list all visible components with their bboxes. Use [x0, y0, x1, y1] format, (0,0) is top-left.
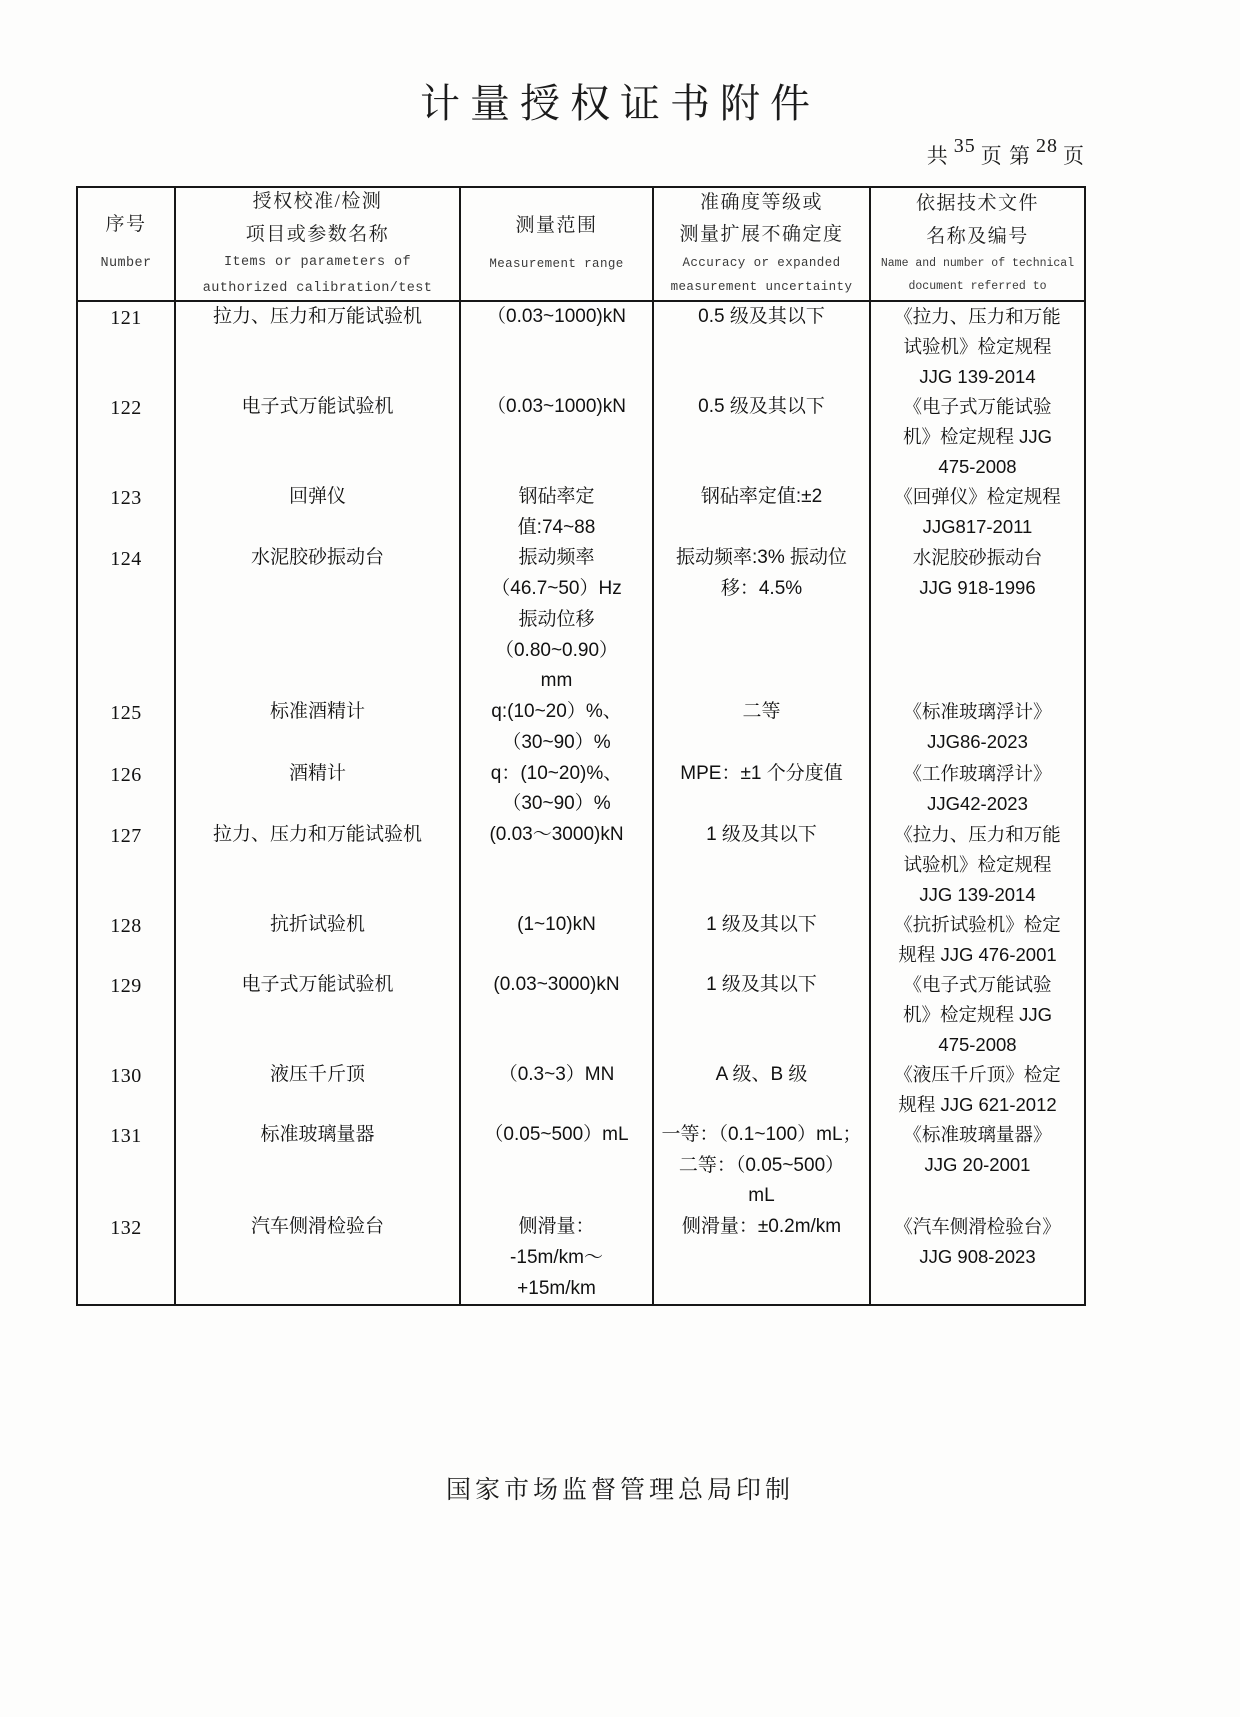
cell-accuracy-line: 二等：（0.05~500）	[678, 1154, 845, 1176]
cell-accuracy	[653, 697, 870, 759]
cell-document	[870, 1120, 1085, 1212]
cell-range	[460, 910, 653, 970]
cell-document-line: 《抗折试验机》检定	[894, 914, 1061, 936]
table-row	[77, 910, 1085, 970]
cell-range	[460, 392, 653, 482]
cell-document-line: 475-2008	[938, 455, 1017, 477]
table-row	[77, 482, 1085, 544]
cell-number-line: 130	[110, 1064, 142, 1087]
column-header-items-cn1: 授权校准/检测	[252, 191, 383, 212]
cell-item-line: 回弹仪	[288, 485, 346, 507]
cell-item-line: 电子式万能试验机	[241, 974, 394, 996]
cell-item	[175, 1060, 460, 1120]
column-header-range-en: Measurement range	[489, 257, 624, 272]
page-title: 计量授权证书附件	[420, 81, 820, 126]
cell-range	[460, 301, 653, 392]
cell-number-line: 126	[110, 763, 142, 786]
cell-number	[77, 820, 175, 910]
cell-accuracy-line: 1 级及其以下	[706, 914, 817, 936]
cell-range-line: （46.7~50）Hz	[491, 578, 622, 600]
cell-accuracy	[653, 910, 870, 970]
cell-range-line: (1~10)kN	[517, 914, 596, 936]
column-header-document-en2: document referred to	[908, 280, 1047, 294]
cell-item	[175, 910, 460, 970]
cell-document-line: 《电子式万能试验	[903, 974, 1052, 996]
cell-range-line: +15m/km	[517, 1277, 596, 1299]
table-row	[77, 697, 1085, 759]
table-header-row	[77, 187, 1085, 301]
table-header	[77, 187, 1085, 301]
column-header-accuracy	[653, 187, 870, 301]
cell-accuracy	[653, 820, 870, 910]
cell-document	[870, 482, 1085, 544]
cell-document	[870, 697, 1085, 759]
column-header-number	[77, 187, 175, 301]
cell-document	[870, 301, 1085, 392]
cell-accuracy	[653, 1212, 870, 1305]
cell-accuracy-line: 0.5 级及其以下	[698, 305, 825, 327]
cell-number-line: 132	[110, 1217, 142, 1240]
cell-number-line: 131	[110, 1124, 142, 1147]
cell-range	[460, 697, 653, 759]
cell-accuracy	[653, 1060, 870, 1120]
column-header-items-en2: authorized calibration/test	[202, 281, 433, 297]
column-header-accuracy-cn1: 准确度等级或	[699, 191, 823, 213]
cell-document-line: 《拉力、压力和万能	[894, 305, 1061, 327]
cell-range-line: 钢砧率定	[518, 485, 595, 507]
cell-document	[870, 820, 1085, 910]
cell-item	[175, 1212, 460, 1305]
cell-number	[77, 1060, 175, 1120]
cell-accuracy	[653, 301, 870, 392]
page-counter-middle: 页 第	[980, 144, 1031, 168]
cell-number	[77, 759, 175, 821]
cell-item	[175, 482, 460, 544]
cell-accuracy-line: A 级、B 级	[715, 1063, 808, 1085]
cell-accuracy	[653, 970, 870, 1060]
cell-range-line: 值:74~88	[517, 516, 596, 538]
cell-range-line: 振动位移	[518, 608, 595, 630]
cell-item-line: 标准玻璃量器	[260, 1123, 375, 1145]
cell-document-line: JJG 20-2001	[924, 1153, 1031, 1175]
cell-document-line: 机》检定规程 JJG	[902, 1003, 1053, 1025]
cell-accuracy-line: 侧滑量：±0.2m/km	[681, 1216, 842, 1238]
column-header-document-cn2: 名称及编号	[926, 225, 1029, 247]
cell-accuracy-line: mL	[748, 1185, 775, 1207]
cell-document-line: JJG817-2011	[922, 515, 1033, 537]
column-header-items-en1: Items or parameters of	[223, 255, 412, 271]
cell-number-line: 127	[110, 825, 142, 848]
cell-item	[175, 392, 460, 482]
cell-range-line: 振动频率	[518, 547, 595, 569]
cell-document	[870, 1060, 1085, 1120]
cell-document	[870, 392, 1085, 482]
cell-document	[870, 759, 1085, 821]
cell-accuracy-line: 一等：（0.1~100）mL；	[661, 1123, 862, 1145]
cell-number	[77, 697, 175, 759]
cell-item	[175, 759, 460, 821]
cell-item-line: 汽车侧滑检验台	[250, 1216, 384, 1238]
cell-number-line: 123	[110, 486, 142, 509]
cell-document-line: JJG86-2023	[927, 731, 1028, 753]
cell-item	[175, 970, 460, 1060]
cell-document-line: 试验机》检定规程	[903, 335, 1052, 357]
cell-item	[175, 697, 460, 759]
cell-accuracy-line: 移：4.5%	[720, 578, 803, 600]
cell-document-line: 规程 JJG 476-2001	[898, 944, 1057, 966]
cell-document-line: JJG 908-2023	[919, 1246, 1036, 1268]
cell-number-line: 124	[110, 548, 142, 571]
cell-range-line: （0.05~500）mL	[484, 1123, 629, 1145]
cell-document-line: 《拉力、压力和万能	[894, 824, 1061, 846]
cell-range-line: (0.03～3000)kN	[489, 824, 624, 846]
cell-document	[870, 910, 1085, 970]
cell-document-line: 规程 JJG 621-2012	[898, 1093, 1057, 1115]
cell-accuracy-line: 0.5 级及其以下	[698, 395, 825, 417]
page-counter-current: 28	[1036, 135, 1058, 157]
authorized-items-table-wrap	[76, 186, 1084, 1306]
cell-accuracy	[653, 759, 870, 821]
column-header-document	[870, 187, 1085, 301]
cell-accuracy	[653, 392, 870, 482]
cell-range-line: （30~90）%	[502, 731, 611, 753]
cell-number	[77, 970, 175, 1060]
cell-number	[77, 301, 175, 392]
cell-range-line: -15m/km～	[510, 1246, 603, 1268]
cell-item-line: 抗折试验机	[269, 914, 365, 936]
cell-item-line: 酒精计	[288, 762, 346, 784]
cell-document-line: 《工作玻璃浮计》	[903, 762, 1052, 784]
cell-range-line: （0.03~1000)kN	[487, 395, 626, 417]
column-header-number-cn: 序号	[105, 213, 147, 235]
cell-range-line: q:(10~20）%、	[491, 701, 622, 723]
column-header-document-cn1: 依据技术文件	[915, 193, 1039, 215]
cell-accuracy	[653, 482, 870, 544]
cell-document-line: JJG 139-2014	[919, 884, 1036, 906]
cell-range	[460, 970, 653, 1060]
cell-number	[77, 1120, 175, 1212]
cell-number-line: 125	[110, 702, 142, 725]
cell-accuracy	[653, 1120, 870, 1212]
cell-item	[175, 543, 460, 697]
table-row	[77, 820, 1085, 910]
column-header-number-en: Number	[100, 256, 152, 272]
cell-range	[460, 1212, 653, 1305]
page-counter-prefix: 共	[926, 144, 949, 168]
cell-item-line: 标准酒精计	[269, 701, 365, 723]
cell-number	[77, 1212, 175, 1305]
cell-document-line: 试验机》检定规程	[903, 854, 1052, 876]
column-header-document-en1: Name and number of technical	[880, 257, 1075, 271]
cell-document-line: JJG 139-2014	[919, 365, 1036, 387]
cell-document-line: 《标准玻璃量器》	[903, 1123, 1052, 1145]
cell-number-line: 121	[110, 306, 142, 329]
cell-document-line: JJG 918-1996	[919, 577, 1036, 599]
cell-range	[460, 543, 653, 697]
column-header-accuracy-cn2: 测量扩展不确定度	[679, 224, 844, 246]
cell-document	[870, 543, 1085, 697]
cell-document-line: JJG42-2023	[927, 792, 1028, 814]
table-row	[77, 970, 1085, 1060]
cell-range	[460, 482, 653, 544]
cell-document-line: 水泥胶砂振动台	[912, 547, 1043, 569]
cell-range	[460, 1120, 653, 1212]
table-row	[77, 1060, 1085, 1120]
table-row	[77, 392, 1085, 482]
page-counter	[926, 135, 1085, 170]
cell-number	[77, 392, 175, 482]
cell-range	[460, 1060, 653, 1120]
page-counter-suffix: 页	[1063, 144, 1085, 168]
cell-range-line: 侧滑量：	[518, 1216, 595, 1238]
cell-range-line: （0.80~0.90）	[494, 639, 619, 661]
page-counter-total: 35	[953, 135, 976, 157]
cell-number-line: 128	[110, 915, 142, 938]
cell-accuracy-line: 钢砧率定值:±2	[700, 485, 823, 507]
cell-number-line: 122	[110, 396, 142, 419]
table-row	[77, 759, 1085, 821]
cell-accuracy-line: 1 级及其以下	[706, 974, 817, 996]
cell-document-line: 《电子式万能试验	[903, 395, 1052, 417]
cell-range-line: （30~90）%	[502, 793, 611, 815]
column-header-range	[460, 187, 653, 301]
cell-accuracy-line: 振动频率:3% 振动位	[675, 547, 848, 569]
cell-range-line: q：(10~20)%、	[490, 762, 623, 784]
cell-item-line: 电子式万能试验机	[241, 395, 394, 417]
cell-accuracy-line: 二等	[742, 701, 781, 723]
cell-item	[175, 301, 460, 392]
cell-document-line: 《标准玻璃浮计》	[903, 701, 1052, 723]
cell-range-line: （0.03~1000)kN	[487, 305, 626, 327]
table-row	[77, 543, 1085, 697]
cell-document-line: 机》检定规程 JJG	[902, 425, 1053, 447]
cell-range	[460, 759, 653, 821]
cell-document	[870, 970, 1085, 1060]
cell-range-line: mm	[540, 670, 573, 692]
cell-document-line: 475-2008	[938, 1033, 1017, 1055]
cell-document-line: 《汽车侧滑检验台》	[894, 1216, 1061, 1238]
cell-range-line: (0.03~3000)kN	[493, 974, 620, 996]
column-header-accuracy-en1: Accuracy or expanded	[682, 255, 841, 270]
cell-document-line: 《液压千斤顶》检定	[894, 1063, 1061, 1085]
column-header-items-cn2: 项目或参数名称	[245, 223, 390, 245]
cell-document-line: 《回弹仪》检定规程	[894, 485, 1061, 507]
cell-accuracy	[653, 543, 870, 697]
cell-accuracy-line: 1 级及其以下	[706, 824, 817, 846]
cell-item-line: 拉力、压力和万能试验机	[212, 824, 422, 846]
cell-document	[870, 1212, 1085, 1305]
cell-item	[175, 1120, 460, 1212]
column-header-items	[175, 187, 460, 301]
cell-accuracy-line: MPE：±1 个分度值	[680, 762, 843, 784]
table-body	[77, 301, 1085, 1306]
cell-range-line: （0.3~3）MN	[498, 1063, 615, 1085]
column-header-accuracy-en2: measurement uncertainty	[670, 280, 853, 295]
authorized-items-table	[76, 186, 1086, 1306]
cell-item-line: 拉力、压力和万能试验机	[212, 305, 422, 327]
cell-number	[77, 482, 175, 544]
table-row	[77, 1212, 1085, 1305]
cell-range	[460, 820, 653, 910]
cell-item	[175, 820, 460, 910]
table-row	[77, 1120, 1085, 1212]
cell-item-line: 水泥胶砂振动台	[250, 547, 384, 569]
cell-item-line: 液压千斤顶	[269, 1063, 365, 1085]
column-header-range-cn: 测量范围	[515, 214, 598, 236]
cell-number	[77, 910, 175, 970]
document-footer: 国家市场监督管理总局印制	[445, 1477, 794, 1504]
cell-number	[77, 543, 175, 697]
table-row	[77, 301, 1085, 392]
cell-number-line: 129	[110, 975, 142, 998]
